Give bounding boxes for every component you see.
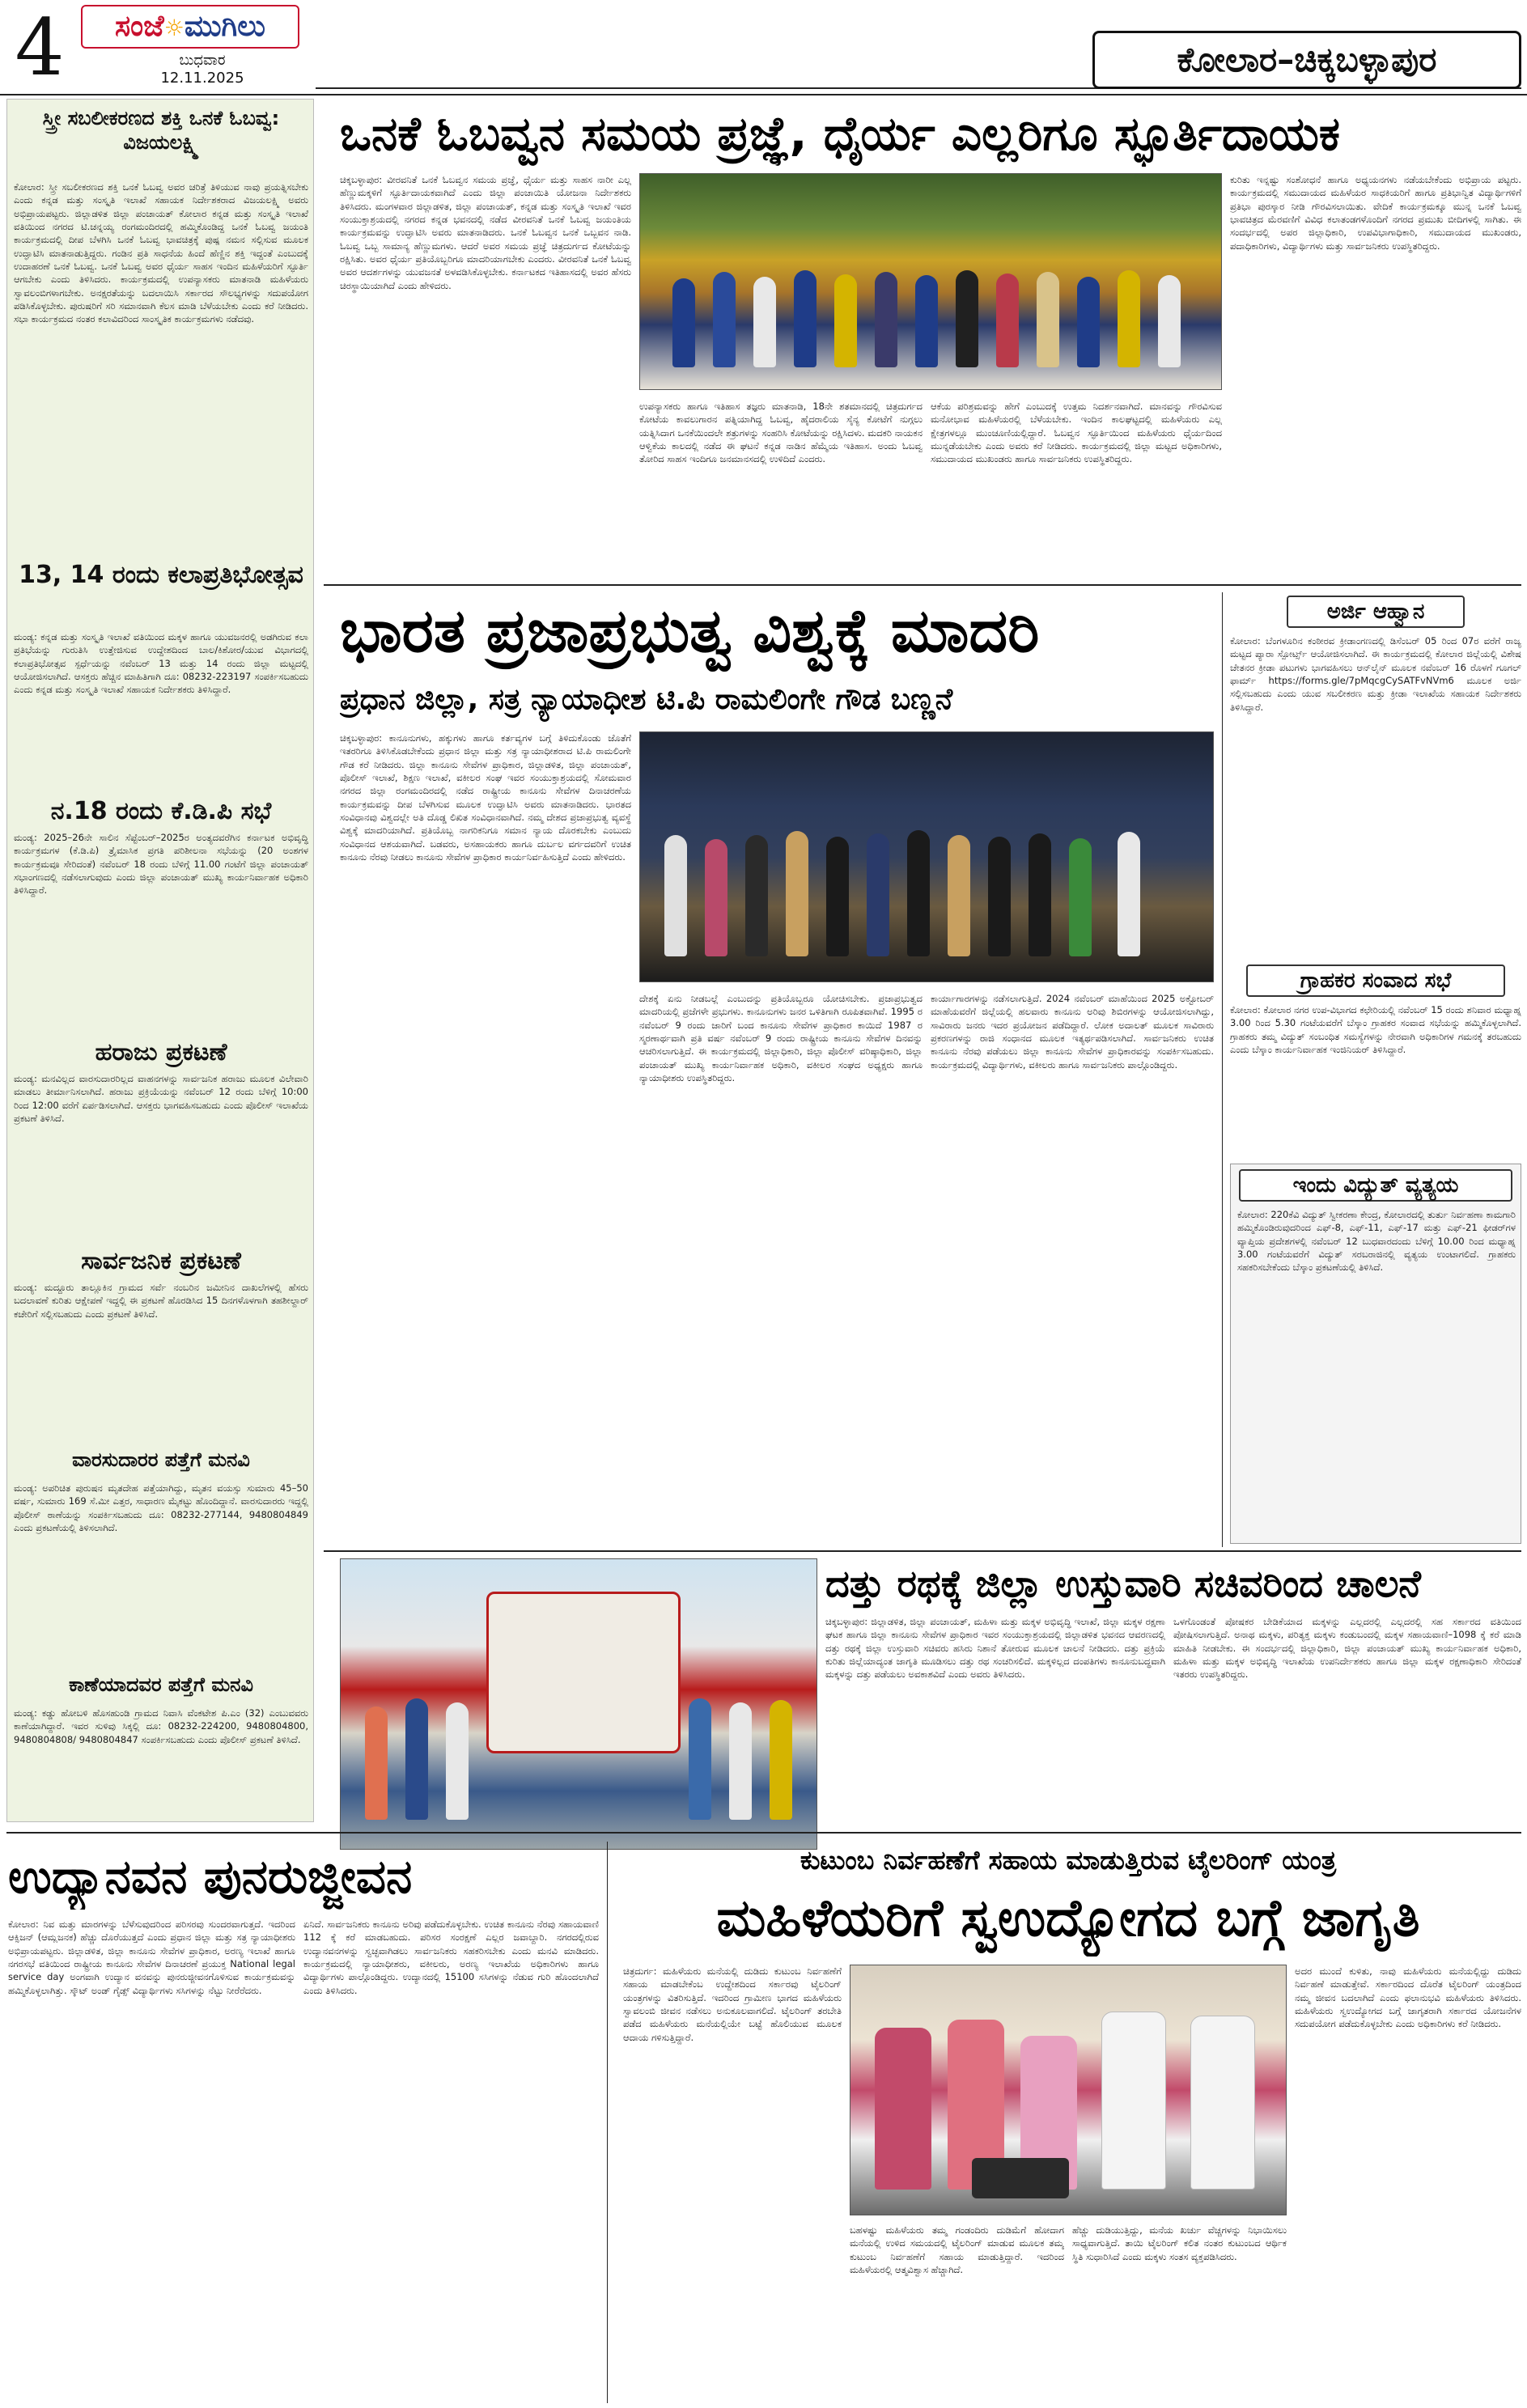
photo-person [996, 273, 1019, 367]
story5-headline: ಮಹಿಳೆಯರಿಗೆ ಸ್ವಉದ್ಯೋಗದ ಬಗ್ಗೆ ಜಾಗೃತಿ [716, 1889, 1420, 1948]
newspaper-logo [81, 5, 299, 49]
photo-person [948, 835, 970, 956]
photo-person [1037, 272, 1059, 367]
photo-person [664, 835, 687, 956]
photo-person [988, 837, 1011, 956]
story5-col1: ಚಿತ್ರದುರ್ಗ: ಮಹಿಳೆಯರು ಮನೆಯಲ್ಲಿ ದುಡಿದು ಕುಟುಂಬ ನಿರ್ವಹಣೆಗೆ ಸಹಾಯ ಮಾಡಬೇಕೆಂಬ ಉದ್ದೇಶದಿಂದ ಸರ್ಕಾರವು ಟೈಲರಿಂಗ್ ಯಂತ್ರಗಳನ್ನು ವಿತರಿಸುತ್ತಿದೆ. ಇದರಿಂದ ಗ್ರಾಮೀಣ ಭಾಗದ ಮಹಿಳೆಯರು ಸ್ವಾವಲಂಬಿ ಜೀವನ ನಡೆಸಲು ಅನುಕೂಲವಾಗಲಿದೆ. ಟೈಲರಿಂಗ್ ತರಬೇತಿ ಪಡೆದ ಮಹಿಳೆಯರು ಮನೆಯಲ್ಲಿಯೇ ಬಟ್ಟೆ ಹೊಲಿಯುವ ಮೂಲಕ ಆದಾಯ ಗಳಿಸುತ್ತಿದ್ದಾರೆ. [623, 1965, 842, 2043]
photo-person [1029, 833, 1051, 956]
photo-person [405, 1698, 428, 1820]
story1-col3: ಆಕೆಯ ಪರಿಶ್ರಮವನ್ನು ಹೇಗೆ ಎಂಬುದಕ್ಕೆ ಉತ್ತಮ ನಿದರ್ಶನವಾಗಿದೆ. ಮಾನವನ್ನು ಗೌರವಿಸುವ ಮನೋಭಾವ ಮಹಿಳೆಯರಲ್ಲಿ ಬೆಳೆಯಬೇಕು. ಇಂದಿನ ಕಾಲಘಟ್ಟದಲ್ಲಿ ಮಹಿಳೆಯರು ಎಲ್ಲ ಕ್ಷೇತ್ರಗಳಲ್ಲೂ ಮುಂಚೂಣಿಯಲ್ಲಿದ್ದಾರೆ. ಓಬವ್ವನ ಸ್ಫೂರ್ತಿಯಿಂದ ಮಹಿಳೆಯರು ಧೈರ್ಯದಿಂದ ಮುನ್ನಡೆಯಬೇಕು ಎಂದು ಅವರು ಕರೆ ನೀಡಿದರು. ಕಾರ್ಯಕ್ರಮದಲ್ಲಿ ಜಿಲ್ಲಾ ಮಟ್ಟದ ಅಧಿಕಾರಿಗಳು, ಸಮುದಾಯದ ಮುಖಂಡರು ಹಾಗೂ ಸಾರ್ವಜನಿಕರು ಉಪಸ್ಥಿತರಿದ್ದರು. [931, 401, 1222, 465]
photo-person [826, 837, 849, 956]
story2-photo-group [640, 732, 1213, 981]
photo-person [1118, 270, 1140, 367]
story1-col1: ಚಿಕ್ಕಬಳ್ಳಾಪುರ: ವೀರವನಿತೆ ಒನಕೆ ಓಬವ್ವನ ಸಮಯ ಪ್ರಜ್ಞೆ, ಧೈರ್ಯ ಮತ್ತು ಸಾಹಸ ನಾರೀ ಎಲ್ಲ ಹೆಣ್ಣುಮಕ್ಕಳಿಗೆ ಸ್ಫೂರ್ತಿದಾಯಕವಾಗಿದೆ ಎಂದು ಜಿಲ್ಲಾ ಪಂಚಾಯಿತಿ ಯೋಜನಾ ನಿರ್ದೇಶಕರು ತಿಳಿಸಿದರು. ಮಂಗಳವಾರ ಜಿಲ್ಲಾಡಳಿತ, ಜಿಲ್ಲಾ ಪಂಚಾಯತ್, ಕನ್ನಡ ಮತ್ತು ಸಂಸ್ಕೃತಿ ಇಲಾಖೆ ಇವರ ಸಂಯುಕ್ತಾಶ್ರಯದಲ್ಲಿ ನಗರದ ಕನ್ನಡ ಭವನದಲ್ಲಿ ನಡೆದ ವೀರವನಿತೆ ಒನಕೆ ಓಬವ್ವ ಜಯಂತಿಯ ಕಾರ್ಯಕ್ರಮವನ್ನು ಉದ್ಘಾಟಿಸಿ ಅವರು ಮಾತನಾಡಿದರು. ಒನಕೆ ಓಬವ್ವನ ಒನಕೆ ಒಬ್ಬವನ ನಾಡಿ. ಓಬವ್ವ ಒಬ್ಬ ಸಾಮಾನ್ಯ ಹೆಣ್ಣುಮಗಳು. ಆದರೆ ಅವರ ಸಮಯ ಪ್ರಜ್ಞೆ ಚಿತ್ರದುರ್ಗದ ಕೋಟೆಯನ್ನು ರಕ್ಷಿಸಿತು. ಅವರ ಧೈರ್ಯ ಪ್ರತಿಯೊಬ್ಬರಿಗೂ ಮಾದರಿಯಾಗಬೇಕು ಎಂದರು. ವೀರವನಿತೆ ಒನಕೆ ಓಬವ್ವ ಅವರ ಆದರ್ಶಗಳನ್ನು ಯುವಜನತೆ ಅಳವಡಿಸಿಕೊಳ್ಳಬೇಕು. ಕರ್ನಾಟಕದ ಇತಿಹಾಸದಲ್ಲಿ ಅವರ ಹೆಸರು ಚಿರಸ್ಥಾಯಿಯಾಗಿದೆ ಎಂದು ಹೇಳಿದರು. [340, 174, 631, 291]
photo-person [834, 274, 857, 367]
story1-photo [639, 173, 1222, 390]
photo-person [867, 833, 889, 956]
photo-person [713, 272, 736, 367]
column-rule [607, 1842, 608, 2403]
bus-shape [486, 1592, 681, 1753]
photo-person [729, 1702, 752, 1820]
photo-person [875, 272, 897, 367]
photo-person [915, 275, 938, 367]
notice3-title: ಇಂದು ವಿದ್ಯುತ್ ವ್ಯತ್ಯಯ [1239, 1169, 1512, 1202]
photo-person [770, 1700, 792, 1820]
story3-col1: ಚಿಕ್ಕಬಳ್ಳಾಪುರ: ಜಿಲ್ಲಾಡಳಿತ, ಜಿಲ್ಲಾ ಪಂಚಾಯತ್, ಮಹಿಳಾ ಮತ್ತು ಮಕ್ಕಳ ಅಭಿವೃದ್ಧಿ ಇಲಾಖೆ, ಜಿಲ್ಲಾ ಮಕ್ಕಳ ರಕ್ಷಣಾ ಘಟಕ ಹಾಗೂ ಜಿಲ್ಲಾ ಕಾನೂನು ಸೇವೆಗಳ ಪ್ರಾಧಿಕಾರ ಇವರ ಸಂಯುಕ್ತಾಶ್ರಯದಲ್ಲಿ ಜಿಲ್ಲಾಡಳಿತ ಭವನದ ಆವರಣದಲ್ಲಿ ದತ್ತು ರಥಕ್ಕೆ ಜಿಲ್ಲಾ ಉಸ್ತುವಾರಿ ಸಚಿವರು ಹಸಿರು ನಿಶಾನೆ ತೋರುವ ಮೂಲಕ ಚಾಲನೆ ನೀಡಿದರು. ದತ್ತು ಪ್ರಕ್ರಿಯೆ ಕುರಿತು ಜಿಲ್ಲೆಯಾದ್ಯಂತ ಜಾಗೃತಿ ಮೂಡಿಸಲು ದತ್ತು ರಥ ಸಂಚರಿಸಲಿದೆ. ಮಕ್ಕಳಿಲ್ಲದ ದಂಪತಿಗಳು ಕಾನೂನುಬದ್ಧವಾಗಿ ಮಕ್ಕಳನ್ನು ದತ್ತು ಪಡೆಯಲು ಅವಕಾಶವಿದೆ ಎಂದು ಅವರು ತಿಳಿಸಿದರು. [825, 1616, 1165, 1681]
story5-col3: ಹೆಚ್ಚು ದುಡಿಯುತ್ತಿದ್ದು, ಮನೆಯ ಖರ್ಚು ವೆಚ್ಚಗಳನ್ನು ನಿಭಾಯಿಸಲು ಸಾಧ್ಯವಾಗುತ್ತಿದೆ. ತಾಯಿ ಟೈಲರಿಂಗ್ ಕಲಿತ ನಂತರ ಕುಟುಂಬದ ಆರ್ಥಿಕ ಸ್ಥಿತಿ ಸುಧಾರಿಸಿದೆ ಎಂದು ಮಕ್ಕಳು ಸಂತಸ ವ್ಯಕ್ತಪಡಿಸಿದರು. [1072, 2224, 1287, 2262]
story3-photo-group [341, 1559, 817, 1849]
left-s6-title-box [14, 1448, 308, 1480]
notice2-title: ಗ್ರಾಹಕರ ಸಂವಾದ ಸಭೆ [1246, 964, 1505, 997]
story2-photo [639, 731, 1214, 982]
brand-name-part1: ಸಂಜೆ [115, 10, 164, 43]
photo-person [1069, 838, 1092, 956]
left-s3-body: ಮಂಡ್ಯ: 2025–26ನೇ ಸಾಲಿನ ಸೆಪ್ಟೆಂಬರ್–2025ರ ಅಂತ್ಯದವರೆಗಿನ ಕರ್ನಾಟಕ ಅಭಿವೃದ್ಧಿ ಕಾರ್ಯಕ್ರಮಗಳ (ಕೆ.ಡಿ.ಪಿ) ತ್ರೈಮಾಸಿಕ ಪ್ರಗತಿ ಪರಿಶೀಲನಾ ಸಭೆಯನ್ನು (20 ಅಂಶಗಳ ಕಾರ್ಯಕ್ರಮವೂ ಸೇರಿದಂತೆ) ನವೆಂಬರ್ 18 ರಂದು ಬೆಳಿಗ್ಗೆ 11.00 ಗಂಟೆಗೆ ಜಿಲ್ಲಾ ಪಂಚಾಯತ್ ಸಭಾಂಗಣದಲ್ಲಿ ನಡೆಸಲಾಗುವುದು ಎಂದು ಜಿಲ್ಲಾ ಪಂಚಾಯತ್ ಮುಖ್ಯ ಕಾರ್ಯನಿರ್ವಾಹಕ ಅಧಿಕಾರಿ ತಿಳಿಸಿದ್ದಾರೆ. [14, 832, 308, 897]
notice3-box [1230, 1164, 1521, 1544]
notice1-title: ಅರ್ಜಿ ಆಹ್ವಾನ [1287, 596, 1465, 628]
story3-headline: ದತ್ತು ರಥಕ್ಕೆ ಜಿಲ್ಲಾ ಉಸ್ತುವಾರಿ ಸಚಿವರಿಂದ ಚಾಲನೆ [825, 1562, 1421, 1605]
story1-col2: ಉಪನ್ಯಾಸಕರು ಹಾಗೂ ಇತಿಹಾಸ ತಜ್ಞರು ಮಾತನಾಡಿ, 18ನೇ ಶತಮಾನದಲ್ಲಿ ಚಿತ್ರದುರ್ಗದ ಕೋಟೆಯ ಕಾವಲುಗಾರನ ಪತ್ನಿಯಾಗಿದ್ದ ಓಬವ್ವ, ಹೈದರಾಲಿಯ ಸೈನ್ಯ ಕೋಟೆಗೆ ನುಗ್ಗಲು ಯತ್ನಿಸಿದಾಗ ಒನಕೆಯಿಂದಲೇ ಶತ್ರುಗಳನ್ನು ಸಂಹರಿಸಿ ಕೋಟೆಯನ್ನು ರಕ್ಷಿಸಿದಳು. ಮದಕರಿ ನಾಯಕನ ಆಳ್ವಿಕೆಯ ಕಾಲದಲ್ಲಿ ನಡೆದ ಈ ಘಟನೆ ಕನ್ನಡ ನಾಡಿನ ಹೆಮ್ಮೆಯ ಇತಿಹಾಸ. ಅಂದು ಓಬವ್ವ ತೋರಿದ ಸಾಹಸ ಇಂದಿಗೂ ಜನಮಾನಸದಲ್ಲಿ ಉಳಿದಿದೆ ಎಂದರು. [639, 401, 923, 465]
left-s1-title-box [14, 106, 308, 180]
story3-photo [340, 1558, 817, 1850]
page-number: 4 [15, 3, 65, 92]
story2-headline: ಭಾರತ ಪ್ರಜಾಪ್ರಭುತ್ವ ವಿಶ್ವಕ್ಕೆ ಮಾದರಿ [340, 596, 1040, 666]
section-rule [6, 1832, 1521, 1834]
photo-person [907, 830, 930, 956]
story5-photo-group [850, 1965, 1286, 2215]
edition-day: ಬುಧವಾರ [179, 52, 226, 69]
photo-person [794, 270, 817, 367]
left-s3-title: ನ.18 ರಂದು ಕೆ.ಡಿ.ಪಿ ಸಭೆ [50, 797, 272, 825]
photo-person [1101, 2012, 1166, 2190]
left-s7-body: ಮಂಡ್ಯ: ಕಡ್ಡು ಹೋಬಳಿ ಹೊಸಹುಂಡಿ ಗ್ರಾಮದ ನಿವಾಸಿ ವೆಂಕಟೇಶ ಪಿ.ಎಂ (32) ಎಂಬುವವರು ಕಾಣೆಯಾಗಿದ್ದಾರೆ. ಇವರ ಸುಳಿವು ಸಿಕ್ಕಲ್ಲಿ ದೂ: 08232-224200, 9480804800, 9480804808/ 9480804847 ಸಂಪರ್ಕಿಸಬಹುದು ಎಂದು ಪೊಲೀಸ್ ಪ್ರಕಟಣೆ ತಿಳಿಸಿದೆ. [14, 1707, 308, 1745]
brand-box [81, 5, 299, 86]
left-s6-title: ವಾರಸುದಾರರ ಪತ್ತೆಗೆ ಮನವಿ [72, 1448, 250, 1471]
story1-col4: ಕುರಿತು ಇನ್ನಷ್ಟು ಸಂಶೋಧನೆ ಹಾಗೂ ಅಧ್ಯಯನಗಳು ನಡೆಯಬೇಕೆಂದು ಅಭಿಪ್ರಾಯ ಪಟ್ಟರು. ಕಾರ್ಯಕ್ರಮದಲ್ಲಿ ಸಮುದಾಯದ ಮಹಿಳೆಯರ ಸಾಧಕಿಯರಿಗೆ ಹಾಗೂ ಪ್ರತಿಭಾನ್ವಿತ ವಿದ್ಯಾರ್ಥಿಗಳಿಗೆ ಪ್ರತಿಭಾ ಪುರಸ್ಕಾರ ನೀಡಿ ಗೌರವಿಸಲಾಯಿತು. ವೇದಿಕೆ ಕಾರ್ಯಕ್ರಮಕ್ಕೂ ಮುನ್ನ ಒನಕೆ ಓಬವ್ವ ಭಾವಚಿತ್ರದ ಮೆರವಣಿಗೆ ವಿವಿಧ ಕಲಾತಂಡಗಳೊಂದಿಗೆ ನಗರದ ಪ್ರಮುಖ ಬೀದಿಗಳಲ್ಲಿ ಸಾಗಿತು. ಈ ಸಂದರ್ಭದಲ್ಲಿ ಅಪರ ಜಿಲ್ಲಾಧಿಕಾರಿ, ಉಪವಿಭಾಗಾಧಿಕಾರಿ, ಸಮುದಾಯದ ಮುಖಂಡರು, ಪದಾಧಿಕಾರಿಗಳು, ವಿದ್ಯಾರ್ಥಿಗಳು ಮತ್ತು ಸಾರ್ವಜನಿಕರು ಉಪಸ್ಥಿತರಿದ್ದರು. [1230, 174, 1521, 252]
photo-person [365, 1706, 388, 1820]
photo-person [672, 278, 695, 367]
photo-person [753, 277, 776, 367]
left-s2-body: ಮಂಡ್ಯ: ಕನ್ನಡ ಮತ್ತು ಸಂಸ್ಕೃತಿ ಇಲಾಖೆ ವತಿಯಿಂದ ಮಕ್ಕಳ ಹಾಗೂ ಯುವಜನರಲ್ಲಿ ಅಡಗಿರುವ ಕಲಾ ಪ್ರತಿಭೆಯನ್ನು ಗುರುತಿಸಿ ಉತ್ತೇಜಿಸುವ ಉದ್ದೇಶದಿಂದ ಬಾಲ/ಕಿಶೋರ/ಯುವ ವಿಭಾಗದಲ್ಲಿ ಕಲಾಪ್ರತಿಭೋತ್ಸವ ಸ್ಪರ್ಧೆಯನ್ನು ನವೆಂಬರ್ 13 ಮತ್ತು 14 ರಂದು ಜಿಲ್ಲಾ ಮಟ್ಟದಲ್ಲಿ ಆಯೋಜಿಸಲಾಗಿದೆ. ಆಸಕ್ತರು ಹೆಚ್ಚಿನ ಮಾಹಿತಿಗಾಗಿ ದೂ: 08232-223197 ಸಂಪರ್ಕಿಸಬಹುದು ಎಂದು ಕನ್ನಡ ಮತ್ತು ಸಂಸ್ಕೃತಿ ಇಲಾಖೆ ಸಹಾಯಕ ನಿರ್ದೇಶಕರು ತಿಳಿಸಿದ್ದಾರೆ. [14, 631, 308, 696]
column-rule [1222, 592, 1223, 1547]
section-rule [324, 1550, 1521, 1552]
story4-headline: ಉದ್ಯಾನವನ ಪುನರುಜ್ಜೀವನ [8, 1849, 413, 1904]
story4-col1: ಕೋಲಾರ: ನಿವ ಮತ್ತು ಮಾರಗಳನ್ನು ಬೆಳೆಸುವುದರಿಂದ ಪರಿಸರವು ಸುಂದರವಾಗುತ್ತದೆ. ಇದರಿಂದ ಆಕ್ಸಿಜನ್ (ಆಮ್ಲಜನಕ) ಹೆಚ್ಚು ದೊರೆಯುತ್ತದೆ ಎಂದು ಪ್ರಧಾನ ಜಿಲ್ಲಾ ಮತ್ತು ಸತ್ರ ನ್ಯಾಯಾಧೀಶರು ಅಭಿಪ್ರಾಯಪಟ್ಟರು. ಜಿಲ್ಲಾಡಳಿತ, ಜಿಲ್ಲಾ ಕಾನೂನು ಸೇವೆಗಳ ಪ್ರಾಧಿಕಾರ, ಅರಣ್ಯ ಇಲಾಖೆ ಹಾಗೂ ನಗರಸಭೆ ವತಿಯಿಂದ ರಾಷ್ಟ್ರೀಯ ಕಾನೂನು ಸೇವೆಗಳ ದಿನಾಚರಣೆ ಪ್ರಯುಕ್ತ National legal service day ಅಂಗವಾಗಿ ಉದ್ಯಾನ ವನವನ್ನು ಪುನರುಜ್ಜೀವನಗೊಳಿಸುವ ಕಾರ್ಯಕ್ರಮವನ್ನು ಹಮ್ಮಿಕೊಳ್ಳಲಾಗಿತ್ತು. ಸ್ಕೌಟ್ ಅಂಡ್ ಗೈಡ್ಸ್ ವಿದ್ಯಾರ್ಥಿಗಳು ಸಸಿಗಳನ್ನು ನೆಟ್ಟು ನೀರೆರೆದರು. [8, 1918, 295, 1996]
left-s4-title: ಹರಾಜು ಪ್ರಕಟಣೆ [95, 1038, 227, 1066]
photo-person [1077, 277, 1100, 367]
left-s5-body: ಮಂಡ್ಯ: ಮದ್ದೂರು ತಾಲ್ಲೂಕಿನ ಗ್ರಾಮದ ಸರ್ವೆ ನಂಬರಿನ ಜಮೀನಿನ ದಾಖಲೆಗಳಲ್ಲಿ ಹೆಸರು ಬದಲಾವಣೆ ಕುರಿತು ಆಕ್ಷೇಪಣೆ ಇದ್ದಲ್ಲಿ ಈ ಪ್ರಕಟಣೆ ಹೊರಡಿಸಿದ 15 ದಿನಗಳೊಳಗಾಗಿ ತಹಶೀಲ್ದಾರ್ ಕಚೇರಿಗೆ ಸಲ್ಲಿಸಬಹುದು ಎಂದು ಪ್ರಕಟಣೆ ತಿಳಿಸಿದೆ. [14, 1282, 308, 1320]
photo-person [1190, 2016, 1255, 2190]
brand-name-part2: ಮುಗಿಲು [184, 10, 265, 43]
left-s4-title-box [14, 1038, 308, 1070]
notice3-body: ಕೋಲಾರ: 220ಕೆವಿ ವಿದ್ಯುತ್ ಸ್ವೀಕರಣಾ ಕೇಂದ್ರ, ಕೋಲಾರದಲ್ಲಿ ತುರ್ತು ನಿರ್ವಹಣಾ ಕಾಮಗಾರಿ ಹಮ್ಮಿಕೊಂಡಿರುವುದರಿಂದ ಎಫ್-8, ಎಫ್-11, ಎಫ್-17 ಮತ್ತು ಎಫ್-21 ಫೀಡರ್‌ಗಳ ವ್ಯಾಪ್ತಿಯ ಪ್ರದೇಶಗಳಲ್ಲಿ ನವೆಂಬರ್ 12 ಬುಧವಾರದಂದು ಬೆಳಿಗ್ಗೆ 10.00 ರಿಂದ ಮಧ್ಯಾಹ್ನ 3.00 ಗಂಟೆಯವರೆಗೆ ವಿದ್ಯುತ್ ಸರಬರಾಜಿನಲ್ಲಿ ವ್ಯತ್ಯಯ ಉಂಟಾಗಲಿದೆ. ಗ್ರಾಹಕರು ಸಹಕರಿಸಬೇಕೆಂದು ಬೆಸ್ಕಾಂ ಪ್ರಕಟಣೆಯಲ್ಲಿ ತಿಳಿಸಿದೆ. [1237, 1209, 1516, 1274]
left-s7-title-box [14, 1672, 308, 1705]
left-s1-body: ಕೋಲಾರ: ಸ್ತ್ರೀ ಸಬಲೀಕರಣದ ಶಕ್ತಿ ಒನಕೆ ಓಬವ್ವ ಅವರ ಚರಿತ್ರೆ ತಿಳಿಯುವ ನಾವು ಪ್ರಯತ್ನಿಸಬೇಕು ಎಂದು ಕನ್ನಡ ಮತ್ತು ಸಂಸ್ಕೃತಿ ಇಲಾಖೆ ಸಹಾಯಕ ನಿರ್ದೇಶಕರಾದ ವಿಜಯಲಕ್ಷ್ಮಿ ಅವರು ಅಭಿಪ್ರಾಯಪಟ್ಟರು. ಜಿಲ್ಲಾಡಳಿತ ಜಿಲ್ಲಾ ಪಂಚಾಯತ್ ಕೋಲಾರ ಕನ್ನಡ ಮತ್ತು ಸಂಸ್ಕೃತಿ ಇಲಾಖೆ ವತಿಯಿಂದ ನಗರದ ಟಿ.ಚನ್ನಯ್ಯ ರಂಗಮಂದಿರದಲ್ಲಿ ಹಮ್ಮಿಕೊಂಡಿದ್ದ ಒನಕೆ ಓಬವ್ವ ಜಯಂತಿ ಕಾರ್ಯಕ್ರಮದಲ್ಲಿ ದೀಪ ಬೆಳಗಿಸಿ ಒನಕೆ ಓಬವ್ವ ಭಾವಚಿತ್ರಕ್ಕೆ ಪುಷ್ಪ ನಮನ ಸಲ್ಲಿಸುವ ಮೂಲಕ ಉದ್ಘಾಟಿಸಿ ಮಾತನಾಡುತ್ತಿದ್ದರು. ಗಂಡಿನ ಪ್ರತಿ ಸಾಧನೆಯ ಹಿಂದೆ ಹೆಣ್ಣಿನ ಶಕ್ತಿ ಇದ್ದಂತೆ ಎಂಬುದಕ್ಕೆ ಉದಾಹರಣೆ ಒನಕೆ ಓಬವ್ವ. ಒನಕೆ ಓಬವ್ವ ಅವರ ಧೈರ್ಯ ಸಾಹಸ ಇಂದಿನ ಮಹಿಳೆಯರಿಗೆ ಸ್ಫೂರ್ತಿ ಆಗಬೇಕು ಎಂದು ತಿಳಿಸಿದರು. ಕಾರ್ಯಕ್ರಮದಲ್ಲಿ ಉಪನ್ಯಾಸಕರು ಮಾತನಾಡಿ ಮಹಿಳೆಯರು ಸ್ವಾವಲಂಬಿಗಳಾಗಬೇಕು. ಅನಕ್ಷರತೆಯನ್ನು ಬದಲಾಯಿಸಿ ಸರ್ಕಾರದ ಸೌಲಭ್ಯಗಳನ್ನು ಸದುಪಯೋಗ ಪಡಿಸಿಕೊಳ್ಳಬೇಕು. ಪುರುಷರಿಗೆ ಸರಿ ಸಮಾನವಾಗಿ ಕೆಲಸ ಮಾಡಿ ಬೆಳೆಯಬೇಕು ಎಂದು ಕರೆ ನೀಡಿದರು. ಸಭಾ ಕಾರ್ಯಕ್ರಮದ ನಂತರ ಕಲಾವಿದರಿಂದ ಸಾಂಸ್ಕೃತಿಕ ಕಾರ್ಯಕ್ರಮಗಳು ನಡೆದವು. [14, 181, 308, 325]
story2-col1: ಚಿಕ್ಕಬಳ್ಳಾಪುರ: ಕಾನೂನುಗಳು, ಹಕ್ಕುಗಳು ಹಾಗೂ ಕರ್ತವ್ಯಗಳ ಬಗ್ಗೆ ತಿಳಿದುಕೊಂಡು ಜೊತೆಗೆ ಇತರರಿಗೂ ತಿಳಿಸಿಕೊಡಬೇಕೆಂದು ಪ್ರಧಾನ ಜಿಲ್ಲಾ ಮತ್ತು ಸತ್ರ ನ್ಯಾಯಾಧೀಶರಾದ ಟಿ.ಪಿ ರಾಮಲಿಂಗೇ ಗೌಡ ಕರೆ ನೀಡಿದರು. ಜಿಲ್ಲಾ ಕಾನೂನು ಸೇವೆಗಳ ಪ್ರಾಧಿಕಾರ, ಜಿಲ್ಲಾಡಳಿತ, ಜಿಲ್ಲಾ ಪಂಚಾಯತ್, ಪೊಲೀಸ್ ಇಲಾಖೆ, ಶಿಕ್ಷಣ ಇಲಾಖೆ, ವಕೀಲರ ಸಂಘ ಇವರ ಸಂಯುಕ್ತಾಶ್ರಯದಲ್ಲಿ ಸೋಮವಾರ ನಗರದ ಜಿಲ್ಲಾ ರಂಗಮಂದಿರದಲ್ಲಿ ನಡೆದ ರಾಷ್ಟ್ರೀಯ ಕಾನೂನು ಸೇವೆಗಳ ದಿನಾಚರಣೆಯ ಕಾರ್ಯಕ್ರಮವನ್ನು ದೀಪ ಬೆಳಗಿಸುವ ಮೂಲಕ ಉದ್ಘಾಟಿಸಿ ಅವರು ಮಾತನಾಡಿದರು. ಭಾರತದ ಸಂವಿಧಾನವು ವಿಶ್ವದಲ್ಲೇ ಅತಿ ದೊಡ್ಡ ಲಿಖಿತ ಸಂವಿಧಾನವಾಗಿದೆ. ನಮ್ಮ ದೇಶದ ಪ್ರಜಾಪ್ರಭುತ್ವ ವ್ಯವಸ್ಥೆ ವಿಶ್ವಕ್ಕೆ ಮಾದರಿಯಾಗಿದೆ. ಪ್ರತಿಯೊಬ್ಬ ನಾಗರಿಕನಿಗೂ ಸಮಾನ ನ್ಯಾಯ ದೊರಕಬೇಕು ಎಂಬುದು ಸಂವಿಧಾನದ ಆಶಯವಾಗಿದೆ. ಬಡವರು, ಅಸಹಾಯಕರು ಹಾಗೂ ದುರ್ಬಲ ವರ್ಗದವರಿಗೆ ಉಚಿತ ಕಾನೂನು ನೆರವು ನೀಡಲು ಕಾನೂನು ಸೇವೆಗಳ ಪ್ರಾಧಿಕಾರ ಕಾರ್ಯನಿರ್ವಹಿಸುತ್ತಿದೆ ಎಂದು ಹೇಳಿದರು. [340, 732, 631, 863]
photo-person [1118, 832, 1140, 956]
photo-person [1158, 275, 1181, 367]
sewing-machine-shape [972, 2158, 1069, 2198]
photo-person [956, 270, 978, 367]
notice2-body: ಕೋಲಾರ: ಕೋಲಾರ ನಗರ ಉಪ-ವಿಭಾಗದ ಕಛೇರಿಯಲ್ಲಿ ನವೆಂಬರ್ 15 ರಂದು ಶನಿವಾರ ಮಧ್ಯಾಹ್ನ 3.00 ರಿಂದ 5.30 ಗಂಟೆಯವರೆಗೆ ಬೆಸ್ಕಾಂ ಗ್ರಾಹಕರ ಸಂವಾದ ಸಭೆಯನ್ನು ಹಮ್ಮಿಕೊಳ್ಳಲಾಗಿದೆ. ಗ್ರಾಹಕರು ತಮ್ಮ ವಿದ್ಯುತ್ ಸಂಬಂಧಿತ ಸಮಸ್ಯೆಗಳನ್ನು ನೇರವಾಗಿ ಅಧಿಕಾರಿಗಳ ಗಮನಕ್ಕೆ ತರಬಹುದು ಎಂದು ಬೆಸ್ಕಾಂ ಕಾರ್ಯನಿರ್ವಾಹಕ ಇಂಜಿನಿಯರ್ ತಿಳಿಸಿದ್ದಾರೆ. [1230, 1004, 1521, 1055]
story1-headline: ಒನಕೆ ಓಬವ್ವನ ಸಮಯ ಪ್ರಜ್ಞೆ, ಧೈರ್ಯ ಎಲ್ಲರಿಗೂ ಸ್ಫೂರ್ತಿದಾಯಕ [340, 106, 1341, 161]
sun-icon: ☼ [163, 15, 185, 41]
left-s4-body: ಮಂಡ್ಯ: ಮನವಿಲ್ಲದ ವಾರಸುದಾರರಿಲ್ಲದ ವಾಹನಗಳನ್ನು ಸಾರ್ವಜನಿಕ ಹರಾಜು ಮೂಲಕ ವಿಲೇವಾರಿ ಮಾಡಲು ತೀರ್ಮಾನಿಸಲಾಗಿದೆ. ಹರಾಜು ಪ್ರಕ್ರಿಯೆಯನ್ನು ನವೆಂಬರ್ 12 ರಂದು ಬೆಳಿಗ್ಗೆ 10:00 ರಿಂದ 12:00 ವರೆಗೆ ಏರ್ಪಡಿಸಲಾಗಿದೆ. ಆಸಕ್ತರು ಭಾಗವಹಿಸಬಹುದು ಎಂದು ಪೊಲೀಸ್ ಇಲಾಖೆಯ ಪ್ರಕಟಣೆ ತಿಳಿಸಿದೆ. [14, 1073, 308, 1124]
story1-photo-group [640, 174, 1221, 389]
story5-photo [850, 1965, 1287, 2215]
left-s3-title-box [14, 797, 308, 829]
photo-person [786, 831, 808, 956]
story2-subhead: ಪ್ರಧಾನ ಜಿಲ್ಲಾ, ಸತ್ರ ನ್ಯಾಯಾಧೀಶ ಟಿ.ಪಿ ರಾಮಲಿಂಗೇ ಗೌಡ ಬಣ್ಣನೆ [340, 683, 953, 716]
photo-person [875, 2028, 931, 2190]
left-s2-title: 13, 14 ರಂದು ಕಲಾಪ್ರತಿಭೋತ್ಸವ [19, 561, 303, 589]
story2-col3: ಕಾರ್ಯಾಗಾರಗಳನ್ನು ನಡೆಸಲಾಗುತ್ತಿದೆ. 2024 ನವೆಂಬರ್ ಮಾಹೆಯಿಂದ 2025 ಅಕ್ಟೋಬರ್ ಮಾಹೆಯವರೆಗೆ ಜಿಲ್ಲೆಯಲ್ಲಿ ಹಲವಾರು ಕಾನೂನು ಅರಿವು ಶಿಬಿರಗಳನ್ನು ಆಯೋಜಿಸಲಾಗಿದ್ದು, ಸಾವಿರಾರು ಜನರು ಇದರ ಪ್ರಯೋಜನ ಪಡೆದಿದ್ದಾರೆ. ಲೋಕ ಅದಾಲತ್ ಮೂಲಕ ಸಾವಿರಾರು ಪ್ರಕರಣಗಳನ್ನು ರಾಜಿ ಸಂಧಾನದ ಮೂಲಕ ಇತ್ಯರ್ಥಪಡಿಸಲಾಗಿದೆ. ಸಾರ್ವಜನಿಕರು ಉಚಿತ ಕಾನೂನು ನೆರವು ಪಡೆಯಲು ಜಿಲ್ಲಾ ಕಾನೂನು ಸೇವೆಗಳ ಪ್ರಾಧಿಕಾರವನ್ನು ಸಂಪರ್ಕಿಸಬಹುದು. ಕಾರ್ಯಕ್ರಮದಲ್ಲಿ ವಿದ್ಯಾರ್ಥಿಗಳು, ವಕೀಲರು ಹಾಗೂ ಸಾರ್ವಜನಿಕರು ಪಾಲ್ಗೊಂಡಿದ್ದರು. [931, 993, 1214, 1070]
left-s5-title: ಸಾರ್ವಜನಿಕ ಪ್ರಕಟಣೆ [81, 1247, 241, 1275]
left-s1-title: ಸ್ತ್ರೀ ಸಬಲೀಕರಣದ ಶಕ್ತಿ ಒನಕೆ ಓಬವ್ವ: ವಿಜಯಲಕ್ಷ್ಮಿ [42, 107, 280, 154]
left-s6-body: ಮಂಡ್ಯ: ಅಪರಿಚಿತ ಪುರುಷನ ಮೃತದೇಹ ಪತ್ತೆಯಾಗಿದ್ದು, ಮೃತನ ವಯಸ್ಸು ಸುಮಾರು 45–50 ವರ್ಷ, ಸುಮಾರು 169 ಸೆ.ಮೀ ಎತ್ತರ, ಸಾಧಾರಣ ಮೈಕಟ್ಟು ಹೊಂದಿದ್ದಾನೆ. ವಾರಸುದಾರರು ಇದ್ದಲ್ಲಿ ಪೊಲೀಸ್ ಠಾಣೆಯನ್ನು ಸಂಪರ್ಕಿಸಬಹುದು ದೂ: 08232-277144, 9480804849 ಎಂದು ಪ್ರಕಟಣೆಯಲ್ಲಿ ತಿಳಿಸಲಾಗಿದೆ. [14, 1482, 308, 1533]
story5-col4: ಅದರ ಮುಂದೆ ಕುಳಿತು, ನಾವು ಮಹಿಳೆಯರು ಮನೆಯಲ್ಲಿದ್ದು ದುಡಿದು ನಿರ್ವಹಣೆ ಮಾಡುತ್ತೇವೆ. ಸರ್ಕಾರದಿಂದ ದೊರೆತ ಟೈಲರಿಂಗ್ ಯಂತ್ರದಿಂದ ನಮ್ಮ ಜೀವನ ಬದಲಾಗಿದೆ ಎಂದು ಫಲಾನುಭವಿ ಮಹಿಳೆಯರು ತಿಳಿಸಿದರು. ಮಹಿಳೆಯರು ಸ್ವಉದ್ಯೋಗದ ಬಗ್ಗೆ ಜಾಗೃತರಾಗಿ ಸರ್ಕಾರದ ಯೋಜನೆಗಳ ಸದುಪಯೋಗ ಪಡೆದುಕೊಳ್ಳಬೇಕು ಎಂದು ಅಧಿಕಾರಿಗಳು ಕರೆ ನೀಡಿದರು. [1295, 1965, 1521, 2030]
story5-col2: ಬಹಳಷ್ಟು ಮಹಿಳೆಯರು ತಮ್ಮ ಗಂಡಂದಿರು ದುಡಿಮೆಗೆ ಹೋದಾಗ ಮನೆಯಲ್ಲಿ ಉಳಿದ ಸಮಯದಲ್ಲಿ ಟೈಲರಿಂಗ್ ಮಾಡುವ ಮೂಲಕ ತಮ್ಮ ಕುಟುಂಬ ನಿರ್ವಹಣೆಗೆ ಸಹಾಯ ಮಾಡುತ್ತಿದ್ದಾರೆ. ಇದರಿಂದ ಮಹಿಳೆಯರಲ್ಲಿ ಆತ್ಮವಿಶ್ವಾಸ ಹೆಚ್ಚಾಗಿದೆ. [850, 2224, 1064, 2275]
notices-column [1230, 592, 1521, 1547]
left-s7-title: ಕಾಣೆಯಾದವರ ಪತ್ತೆಗೆ ಮನವಿ [69, 1673, 253, 1696]
photo-person [705, 839, 727, 956]
masthead [0, 0, 1527, 95]
region-tag: ಕೋಲಾರ–ಚಿಕ್ಕಬಳ್ಳಾಪುರ [1092, 31, 1521, 89]
edition-date: 12.11.2025 [160, 70, 244, 86]
story4-col2: ಏನಿದೆ. ಸಾರ್ವಜನಿಕರು ಕಾನೂನು ಅರಿವು ಪಡೆದುಕೊಳ್ಳಬೇಕು. ಉಚಿತ ಕಾನೂನು ನೆರವು ಸಹಾಯವಾಣಿ 112 ಕ್ಕೆ ಕರೆ ಮಾಡಬಹುದು. ಪರಿಸರ ಸಂರಕ್ಷಣೆ ಎಲ್ಲರ ಜವಾಬ್ದಾರಿ. ನಗರದಲ್ಲಿರುವ ಉದ್ಯಾನವನಗಳನ್ನು ಸ್ವಚ್ಛವಾಗಿಡಲು ಸಾರ್ವಜನಿಕರು ಸಹಕರಿಸಬೇಕು ಎಂದು ಮನವಿ ಮಾಡಿದರು. ಕಾರ್ಯಕ್ರಮದಲ್ಲಿ ನ್ಯಾಯಾಧೀಶರು, ವಕೀಲರು, ಅರಣ್ಯ ಇಲಾಖೆಯ ಅಧಿಕಾರಿಗಳು ಹಾಗೂ ವಿದ್ಯಾರ್ಥಿಗಳು ಪಾಲ್ಗೊಂಡಿದ್ದರು. ಉದ್ಯಾನದಲ್ಲಿ 15100 ಸಸಿಗಳನ್ನು ನೆಡುವ ಗುರಿ ಹೊಂದಲಾಗಿದೆ ಎಂದು ತಿಳಿಸಿದರು. [303, 1918, 599, 1996]
photo-person [446, 1702, 469, 1820]
section-rule [324, 584, 1521, 586]
story3-col2: ಒಳಗೊಂಡಂತೆ ಪೋಷಕರ ಬೇಡಿಕೆಯಾದ ಮಕ್ಕಳನ್ನು ಎಲ್ಲದರಲ್ಲಿ ಎಲ್ಲದರಲ್ಲಿ ಸಹ ಸರ್ಕಾರದ ವತಿಯಿಂದ ಪೋಷಿಸಲಾಗುತ್ತಿದೆ. ಅನಾಥ ಮಕ್ಕಳು, ಪರಿತ್ಯಕ್ತ ಮಕ್ಕಳು ಕಂಡುಬಂದಲ್ಲಿ ಮಕ್ಕಳ ಸಹಾಯವಾಣಿ–1098 ಕ್ಕೆ ಕರೆ ಮಾಡಿ ಮಾಹಿತಿ ನೀಡಬೇಕು. ಈ ಸಂದರ್ಭದಲ್ಲಿ ಜಿಲ್ಲಾಧಿಕಾರಿ, ಜಿಲ್ಲಾ ಪಂಚಾಯತ್ ಮುಖ್ಯ ಕಾರ್ಯನಿರ್ವಾಹಕ ಅಧಿಕಾರಿ, ಮಹಿಳಾ ಮತ್ತು ಮಕ್ಕಳ ಅಭಿವೃದ್ಧಿ ಇಲಾಖೆಯ ಉಪನಿರ್ದೇಶಕರು ಹಾಗೂ ಜಿಲ್ಲಾ ಮಕ್ಕಳ ರಕ್ಷಣಾಧಿಕಾರಿ ಸೇರಿದಂತೆ ಇತರರು ಉಪಸ್ಥಿತರಿದ್ದರು. [1173, 1616, 1521, 1681]
photo-person [745, 835, 768, 956]
left-s2-title-box [14, 561, 308, 629]
story2-col2: ದೇಶಕ್ಕೆ ಏನು ನೀಡಬಲ್ಲೆ ಎಂಬುದನ್ನು ಪ್ರತಿಯೊಬ್ಬರೂ ಯೋಚಿಸಬೇಕು. ಪ್ರಜಾಪ್ರಭುತ್ವದ ಮಾದರಿಯಲ್ಲಿ ಪ್ರಜೆಗಳೇ ಪ್ರಭುಗಳು. ಕಾನೂನುಗಳು ಜನರ ಒಳಿತಿಗಾಗಿ ರೂಪಿತವಾಗಿವೆ. 1995 ರ ನವೆಂಬರ್ 9 ರಂದು ಜಾರಿಗೆ ಬಂದ ಕಾನೂನು ಸೇವೆಗಳ ಪ್ರಾಧಿಕಾರ ಕಾಯಿದೆ 1987 ರ ಸ್ಮರಣಾರ್ಥವಾಗಿ ಪ್ರತಿ ವರ್ಷ ನವೆಂಬರ್ 9 ರಂದು ರಾಷ್ಟ್ರೀಯ ಕಾನೂನು ಸೇವೆಗಳ ದಿನವನ್ನು ಆಚರಿಸಲಾಗುತ್ತಿದೆ. ಈ ಕಾರ್ಯಕ್ರಮದಲ್ಲಿ ಜಿಲ್ಲಾಧಿಕಾರಿ, ಜಿಲ್ಲಾ ಪೊಲೀಸ್ ವರಿಷ್ಠಾಧಿಕಾರಿ, ಜಿಲ್ಲಾ ಪಂಚಾಯತ್ ಮುಖ್ಯ ಕಾರ್ಯನಿರ್ವಾಹಕ ಅಧಿಕಾರಿ, ವಕೀಲರ ಸಂಘದ ಅಧ್ಯಕ್ಷರು ಹಾಗೂ ನ್ಯಾಯಾಧೀಶರು ಉಪಸ್ಥಿತರಿದ್ದರು. [639, 993, 923, 1083]
left-s5-title-box [14, 1247, 308, 1279]
story5-kicker: ಕುಟುಂಬ ನಿರ್ವಹಣೆಗೆ ಸಹಾಯ ಮಾಡುತ್ತಿರುವ ಟೈಲರಿಂಗ್ ಯಂತ್ರ [800, 1845, 1337, 1876]
photo-person [689, 1698, 711, 1820]
notice1-body: ಕೋಲಾರ: ಬೆಂಗಳೂರಿನ ಕಂಠೀರವ ಕ್ರೀಡಾಂಗಣದಲ್ಲಿ ಡಿಸೆಂಬರ್ 05 ರಿಂದ 07ರ ವರೆಗೆ ರಾಜ್ಯ ಮಟ್ಟದ ಪ್ಯಾರಾ ಸ್ಪೋರ್ಟ್ಸ್ ಆಯೋಜಿಸಲಾಗಿದೆ. ಈ ಕಾರ್ಯಕ್ರಮದಲ್ಲಿ ಕೋಲಾರ ಜಿಲ್ಲೆಯಲ್ಲಿ ವಿಶೇಷ ಚೇತನರ ಕ್ರೀಡಾ ಪಟುಗಳು ಭಾಗವಹಿಸಲು ಆನ್‌ಲೈನ್ ಮೂಲಕ ನವೆಂಬರ್ 16 ರೊಳಗೆ ಗೂಗಲ್ ಫಾರ್ಮ್ https://forms.gle/7pMqcgCySATFvNVm6 ಮೂಲಕ ಅರ್ಜಿ ಸಲ್ಲಿಸಬಹುದು ಎಂದು ಯುವ ಸಬಲೀಕರಣ ಮತ್ತು ಕ್ರೀಡಾ ಇಲಾಖೆಯ ಸಹಾಯಕ ನಿರ್ದೇಶಕರು ತಿಳಿಸಿದ್ದಾರೆ. [1230, 635, 1521, 713]
left-column [6, 99, 314, 1822]
